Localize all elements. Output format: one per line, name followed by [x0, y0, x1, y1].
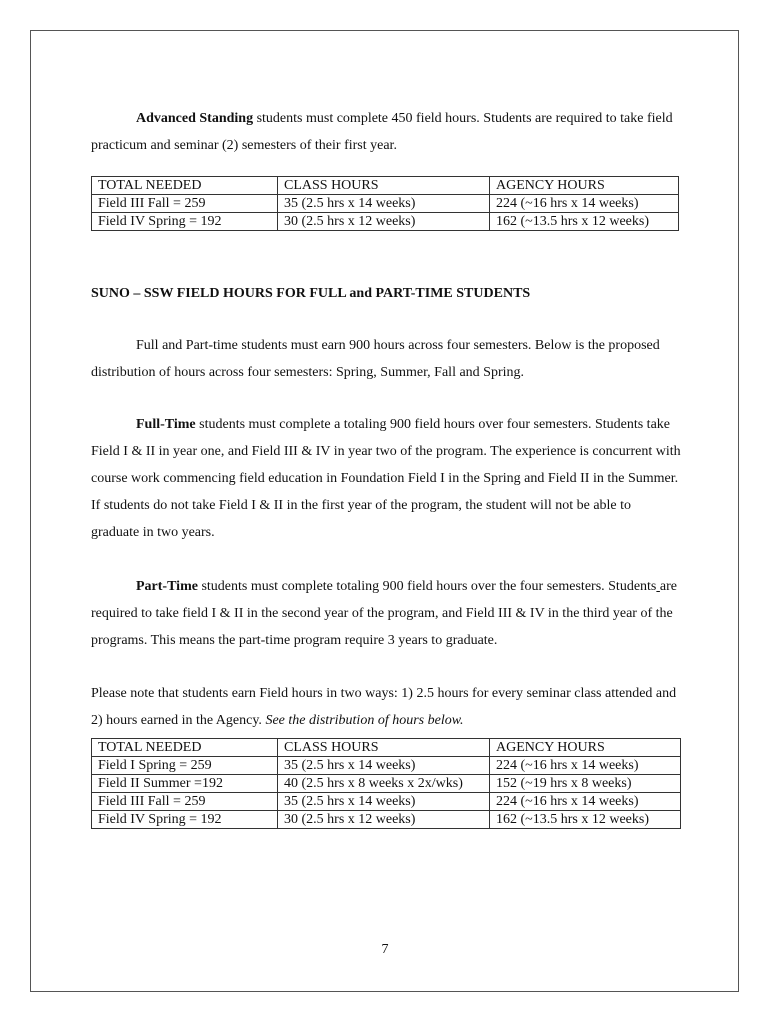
table-cell: 224 (~16 hrs x 14 weeks) — [490, 757, 681, 775]
table-header-cell: TOTAL NEEDED — [92, 177, 278, 195]
table-cell: 152 (~19 hrs x 8 weeks) — [490, 775, 681, 793]
table-cell: Field II Summer =192 — [92, 775, 278, 793]
table-cell: 35 (2.5 hrs x 14 weeks) — [278, 793, 490, 811]
table-header-cell: AGENCY HOURS — [490, 177, 679, 195]
parttime-paragraph — [91, 573, 681, 654]
table-cell: 35 (2.5 hrs x 14 weeks) — [278, 195, 490, 213]
table-cell: 162 (~13.5 hrs x 12 weeks) — [490, 811, 681, 829]
table-header-row — [92, 739, 681, 757]
table-cell: 224 (~16 hrs x 14 weeks) — [490, 195, 679, 213]
intro-paragraph: Full and Part-time students must earn 900 hours across four semesters. Below is the proposed distribution of hours across four semesters: Spring, Summer, Fall and Spring. — [91, 338, 660, 380]
document-body — [91, 102, 681, 829]
note-text: Please note that students earn Field hours in two ways: 1) 2.5 hours for every seminar class attended and 2) hours earned in the Agency. — [91, 686, 677, 728]
table-cell: 224 (~16 hrs x 14 weeks) — [490, 793, 681, 811]
parttime-text-b: are required to take field I & II in the second year of the program, and Field III & IV in the third year of the programs. This means the part-time program require 3 years to graduate. — [91, 579, 677, 648]
advanced-standing-text: students must complete 450 field hours. Students are required to take field practicum and seminar (2) semesters of their first year. — [91, 111, 673, 153]
table-cell: Field I Spring = 259 — [92, 757, 278, 775]
table-row — [92, 775, 681, 793]
fulltime-text: students must complete a totaling 900 field hours over four semesters. Students take Field I & II in year one, and Field III & IV in year two of the program. The experience is concurrent with course work commencing field education in Foundation Field I in the Spring and Field II in the Summer. If students do not take Field I & II in the first year of the program, the student will not be able to graduate in two years. — [91, 417, 681, 540]
table-cell: Field III Fall = 259 — [92, 195, 278, 213]
page-number: 7 — [381, 942, 389, 957]
table-cell: 40 (2.5 hrs x 8 weeks x 2x/wks) — [278, 775, 490, 793]
table-header-cell: CLASS HOURS — [278, 739, 490, 757]
table-header-cell: AGENCY HOURS — [490, 739, 681, 757]
note-paragraph — [91, 680, 681, 734]
parttime-text-a: students must complete totaling 900 field hours over the four semesters. Students — [197, 579, 657, 594]
table-row — [92, 757, 681, 775]
table-cell: 30 (2.5 hrs x 12 weeks) — [278, 213, 490, 231]
advanced-standing-label: Advanced Standing — [136, 111, 254, 126]
table-cell: 30 (2.5 hrs x 12 weeks) — [278, 811, 490, 829]
field-hours-table — [91, 738, 681, 829]
table-header-cell: TOTAL NEEDED — [92, 739, 278, 757]
table-cell: 162 (~13.5 hrs x 12 weeks) — [490, 213, 679, 231]
table-row — [92, 213, 679, 231]
table-row — [92, 793, 681, 811]
table-cell: 35 (2.5 hrs x 14 weeks) — [278, 757, 490, 775]
table-row — [92, 195, 679, 213]
note-italic: See the distribution of hours below. — [265, 713, 464, 728]
advanced-standing-paragraph — [91, 105, 681, 159]
section-heading: SUNO – SSW FIELD HOURS FOR FULL and PART-TIME STUDENTS — [91, 286, 531, 301]
table-cell: Field III Fall = 259 — [92, 793, 278, 811]
parttime-label: Part-Time — [136, 579, 198, 594]
table-row — [92, 811, 681, 829]
fulltime-paragraph — [91, 411, 681, 546]
table-header-row — [92, 177, 679, 195]
advanced-standing-table — [91, 176, 679, 231]
fulltime-label: Full-Time — [136, 417, 196, 432]
table-header-cell: CLASS HOURS — [278, 177, 490, 195]
table-cell: Field IV Spring = 192 — [92, 213, 278, 231]
table-cell: Field IV Spring = 192 — [92, 811, 278, 829]
